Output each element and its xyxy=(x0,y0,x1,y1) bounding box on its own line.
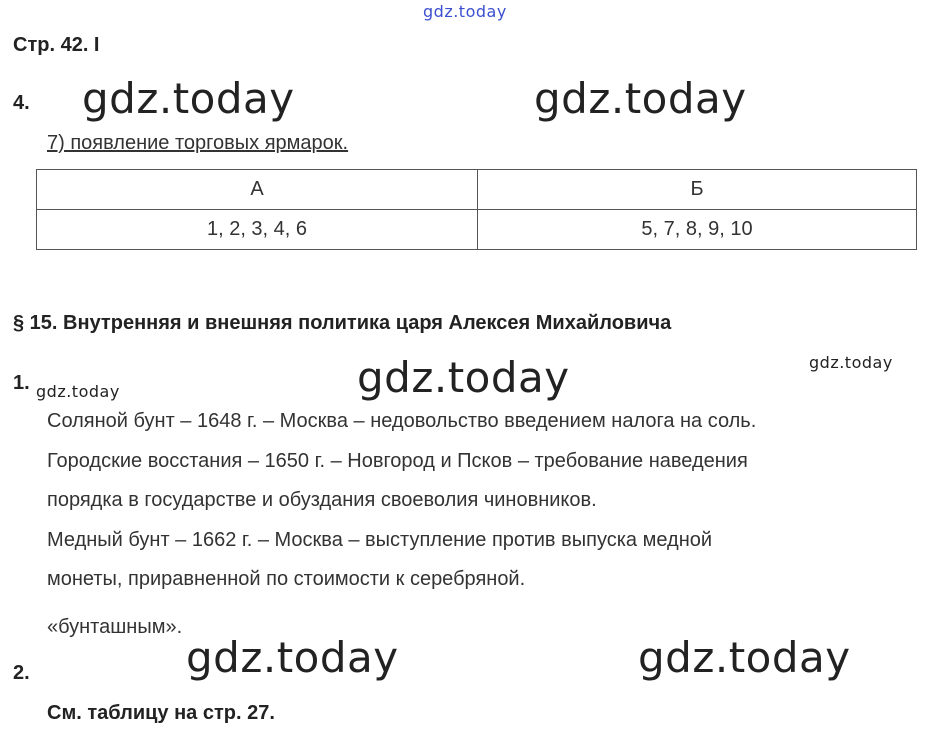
table-header-cell: Б xyxy=(478,170,917,210)
watermark-large: gdz.today xyxy=(534,74,747,123)
table-header-row xyxy=(37,170,917,210)
text-line: Медный бунт – 1662 г. – Москва – выступление против выпуска медной xyxy=(47,529,713,551)
watermark-large: gdz.today xyxy=(357,353,570,402)
text-line: монеты, приравненной по стоимости к серебряной. xyxy=(47,568,526,590)
watermark-large: gdz.today xyxy=(638,633,851,682)
section-title: § 15. Внутренняя и внешняя политика царя Алексея Михайловича xyxy=(13,312,672,334)
task-text: См. таблицу на стр. 27. xyxy=(47,702,275,724)
watermark-top: gdz.today xyxy=(423,2,507,21)
watermark-large: gdz.today xyxy=(186,633,399,682)
text-line: порядка в государстве и обуздания своеволия чиновников. xyxy=(47,489,597,511)
text-line: «бунташным». xyxy=(47,616,183,638)
watermark-large: gdz.today xyxy=(82,74,295,123)
watermark-small: gdz.today xyxy=(809,353,893,372)
task-number: 1. xyxy=(13,372,30,394)
table-header-cell: А xyxy=(37,170,478,210)
task-line: 7) появление торговых ярмарок. xyxy=(47,132,349,154)
table-row xyxy=(37,210,917,250)
answer-table xyxy=(36,169,917,250)
text-line: Городские восстания – 1650 г. – Новгород и Псков – требование наведения xyxy=(47,450,748,472)
page-header: Стр. 42. I xyxy=(13,34,100,56)
watermark-small: gdz.today xyxy=(36,382,120,401)
table-cell: 1, 2, 3, 4, 6 xyxy=(37,210,478,250)
text-line: Соляной бунт – 1648 г. – Москва – недовольство введением налога на соль. xyxy=(47,410,757,432)
task-number: 2. xyxy=(13,662,30,684)
table-cell: 5, 7, 8, 9, 10 xyxy=(478,210,917,250)
task-number: 4. xyxy=(13,92,30,114)
